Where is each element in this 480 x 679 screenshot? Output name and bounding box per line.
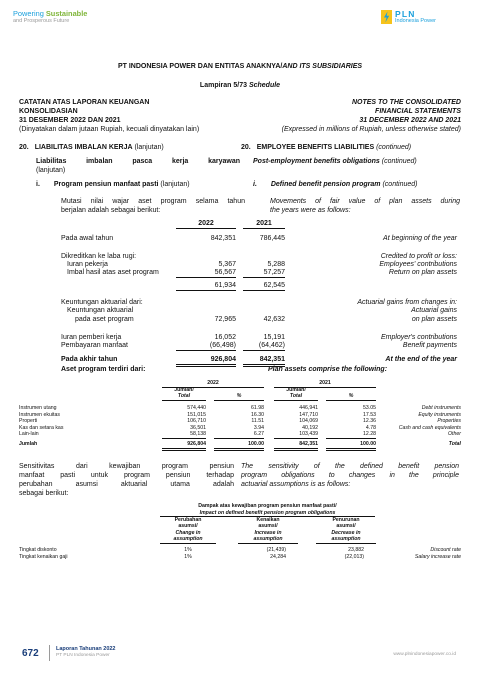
asset-row-right: Equity instruments [418,411,461,418]
right-statement-head: NOTES TO THE CONSOLIDATED FINANCIAL STATEMENTS 31 DECEMBER 2022 AND 2021 (Expressed in millions of Rupiah, unless otherwise stated) [281,99,461,133]
asset-head-rule-c [274,400,318,401]
sens-row-right: Discount rate [430,547,461,553]
sens-row-increase: 24,284 [270,553,286,560]
asset-row-t22: 58,138 [190,431,206,437]
fv-row-2021: 786,445 [259,235,285,242]
fv-subtotal-under-2021 [243,290,285,291]
asset-row-right: Other [448,431,461,437]
fv-row-left: Pembayaran manfaat [61,342,128,349]
sens-row-right: Salary increase rate [414,553,461,560]
sens-row-decrease: (22,013) [344,553,364,560]
fv-total-2021: 842,351 [259,356,285,363]
asset-pct-head-2021: % [348,393,354,399]
asset-sum-rule-b [214,438,264,439]
fv-row-2022: 16,052 [214,334,236,341]
fv-row-left: Iuran pekerja [67,261,108,268]
fv-row-right: Benefit payments [402,342,457,349]
fv-row-2022: 842,351 [210,235,236,242]
fv-row-right: Actuarial gains [411,307,457,314]
left-statement-head: CATATAN ATAS LAPORAN KEUANGAN KONSOLIDASIAN 31 DESEMBER 2022 DAN 2021 (Dinyatakan dalam jutaan Rupiah, kecuali dinyatakan lain) [19,99,200,133]
asset-row-t22: 151,015 [187,411,206,418]
sens-row-decrease: 23,882 [348,547,364,553]
asset-row-p21: 53.05 [363,405,376,411]
fv-header-rule-2021 [243,228,285,229]
fv-total-rule-2021 [243,350,285,351]
asset-row-left: Properti [19,418,38,424]
sens-intro-right: The sensitivity of the defined benefit pension program obligations to changes in the principle actuarial assumptions is as follows: [241,463,459,488]
asset-sum-rule-d [326,438,376,439]
asset-total-p22: 100.00 [248,441,264,447]
fv-total-double-2022 [176,364,236,367]
fv-intro-left: Mutasi nilai wajar aset program selama tahun berjalan adalah sebagai berikut: [61,198,245,214]
asset-row-p21: 4.78 [365,424,376,431]
subsection-right: Post-employment benefits obligations (continued) [253,158,417,165]
fv-intro-right: Movements of fair value of plan assets during the years were as follows: [270,198,460,214]
asset-total-t21: 842,351 [299,441,318,447]
tagline-powering: Powering [13,9,46,18]
item-heading-left: i. Program pensiun manfaat pasti (lanjutan) [36,181,190,188]
fv-row-left: Pada awal tahun [61,235,114,242]
fv-subtotal-under-2022 [176,290,236,291]
subsection-left-line: Liabilitas imbalan pasca kerja karyawan [36,158,240,165]
fv-row-2022: 72,965 [214,316,236,323]
fv-subtotal-rule-2021 [243,277,285,278]
sens-head-line1: Dampak atas kewajiban program pensiun manfaat pasti/ [198,503,337,509]
fv-header-rule-2022 [176,228,236,229]
asset-total-head-2022: Total [177,393,191,399]
fv-total-right: At the end of the year [385,356,457,363]
sens-col-rule-b [238,543,298,544]
asset-row-t22: 106,710 [187,418,206,424]
fv-col-2022: 2022 [198,220,214,227]
sens-intro-left: Sensitivitas dari kewajiban program pensiun manfaat pasti untuk program pensiun terhadap perubahan asumsi aktuarial utama adalah sebagai berikut: [19,463,234,497]
sens-row-increase: (21,439) [266,547,286,553]
asset-head-rule-b [214,400,264,401]
asset-row-p21: 12.36 [363,418,376,424]
asset-row-t21: 446,941 [299,405,318,411]
fv-total-left: Pada akhir tahun [61,356,118,363]
asset-heading-left: Aset program terdiri dari: [61,366,146,373]
sens-col-rule-a [160,543,216,544]
fv-row-2022: 56,567 [214,269,236,276]
asset-row-t21: 40,192 [302,424,318,431]
asset-row-right: Debt instruments [421,405,461,411]
asset-row-t21: 104,069 [299,418,318,424]
schedule-title: Lampiran 5/73 Schedule [199,82,281,89]
asset-row-right: Properties [437,418,461,424]
asset-total-double-a [162,448,206,451]
asset-row-p22: 3.94 [253,424,264,431]
section-heading-right: 20. EMPLOYEE BENEFITS LIABILITIES (continued) [241,144,412,151]
asset-total-right: Total [448,441,461,447]
logo-text: PLN [395,9,416,19]
fv-row-left: Keuntungan aktuarial [67,307,134,314]
asset-total-double-d [326,448,376,451]
asset-row-t22: 36,501 [190,424,206,431]
asset-row-t21: 103,439 [299,431,318,437]
sens-col-increase: Kenaikan asumsi/ Increase in assumption [253,516,283,542]
footer-divider [49,645,50,661]
fv-col-2021: 2021 [256,220,272,227]
asset-row-left: Kas dan setara kas [19,424,64,431]
fv-subtotal-2021: 62,545 [263,282,285,289]
sens-col-decrease: Penurunan asumsi/ Decrease in assumption [331,516,361,542]
fv-row-left: Keuntungan aktuarial dari: [61,299,143,306]
fv-row-right: Actuarial gains from changes in: [357,299,457,306]
company-title: PT INDONESIA POWER DAN ENTITAS ANAKNYA/AND ITS SUBSIDIARIES [117,63,363,70]
fv-row-2022: 5,367 [218,261,236,268]
fv-row-right: Credited to profit or loss: [380,253,457,260]
fv-subtotal-2022: 61,934 [214,282,236,289]
fv-row-right: Employees' contributions [379,261,457,268]
lightning-logo-icon [381,10,392,24]
asset-total-head-2021: Total [289,393,303,399]
fv-row-left: Iuran pemberi kerja [61,334,122,341]
tagline-line2: and Prosperous Future [13,18,70,24]
asset-jumlah-2021: Jumlah/ [286,387,306,393]
asset-row-p21: 12.28 [363,431,376,437]
sens-row-left: Tingkat diskonto [19,547,57,553]
asset-year-2022: 2022 [207,380,219,386]
footer-report: Laporan Tahunan 2022 PT PLN Indonesia Power [56,646,116,658]
fv-row-right: Return on plan assets [388,269,457,276]
fv-row-left: pada aset program [75,316,134,323]
section-heading-left: 20. LIABILITAS IMBALAN KERJA (lanjutan) [19,144,164,151]
fv-row-2021: 57,257 [263,269,285,276]
asset-heading-right: Plan assets comprise the following: [268,366,388,373]
sens-col-rule-c [316,543,376,544]
asset-row-p22: 16.30 [251,411,264,418]
asset-total-left: Jumlah [19,441,38,447]
asset-row-p22: 11.51 [251,418,264,424]
asset-jumlah-2022: Jumlah/ [174,387,194,393]
asset-head-rule-a [162,400,206,401]
fv-row-2022: (66,498) [209,342,236,349]
asset-row-t22: 574,440 [187,405,206,411]
fv-row-right: Employer's contributions [380,334,457,341]
asset-pct-head-2022: % [236,393,242,399]
fv-row-2021: 5,288 [267,261,285,268]
asset-sum-rule-c [274,438,318,439]
asset-sum-rule-a [162,438,206,439]
page-number: 672 [22,648,39,659]
asset-row-p22: 61.98 [251,405,264,411]
subsection-left-cont: (lanjutan) [36,167,66,174]
asset-row-left: Instrumen ekuitas [19,411,60,418]
asset-total-double-b [214,448,264,451]
fv-row-2021: 15,191 [263,334,285,341]
asset-row-p22: 6.27 [253,431,264,437]
asset-row-t21: 147,710 [299,411,318,418]
asset-total-double-c [274,448,318,451]
fv-row-left: Dikreditkan ke laba rugi: [61,253,137,260]
fv-row-left: Imbal hasil atas aset program [67,269,159,276]
asset-row-left: Lain-lain [19,431,39,437]
brand-tagline [13,9,87,25]
fv-row-right: At beginning of the year [383,235,457,242]
asset-total-p21: 100.00 [360,441,376,447]
asset-row-left: Instrumen utang [19,405,57,411]
asset-head-rule-d [326,400,376,401]
tagline-sustainable: Sustainable [45,9,88,18]
asset-total-t22: 926,804 [187,441,206,447]
fv-row-right: on plan assets [411,316,457,323]
fv-row-2021: 42,632 [263,316,285,323]
sens-head-line2: Impact on defined benefit pension program obligations [199,509,336,516]
fv-row-2021: (64,462) [258,342,285,349]
fv-subtotal-rule-2022 [176,277,236,278]
fv-total-rule-2022 [176,350,236,351]
logo-subtext: Indonesia Power [395,18,436,24]
asset-row-right: Cash and cash equivalents [398,424,461,431]
footer-url[interactable]: www.plnindonesiapower.co.id [393,652,456,657]
item-heading-right: i. Defined benefit pension program (continued) [253,181,418,188]
sens-col-change: Perubahan asumsi/ Change in assumption [173,516,203,542]
sens-row-left: Tingkat kenaikan gaji [19,553,68,560]
asset-row-p21: 17.53 [363,411,376,418]
sens-row-change: 1% [184,547,192,553]
sens-row-change: 1% [184,553,192,560]
fv-total-2022: 926,804 [210,356,236,363]
asset-year-2021: 2021 [319,380,331,386]
